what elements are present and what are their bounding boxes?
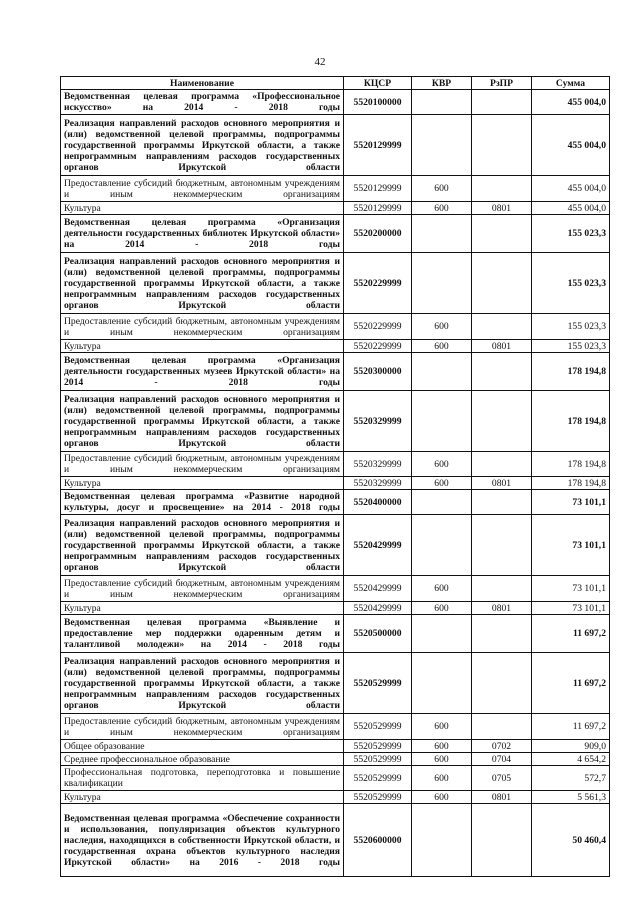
cell-kcsr: 5520229999 bbox=[344, 314, 412, 340]
cell-kcsr: 5520429999 bbox=[344, 515, 412, 576]
cell-name: Реализация направлений расходов основного мероприятия и (или) ведомственной целевой программы, подпрограммы государственной программы Иркутской области, а также непрограммным направлениям расходов государственных органов Иркутской области bbox=[61, 115, 344, 176]
cell-kvr bbox=[412, 391, 472, 452]
cell-sum: 11 697,2 bbox=[532, 653, 610, 714]
table-row bbox=[61, 340, 610, 353]
cell-kcsr: 5520200000 bbox=[344, 215, 412, 253]
cell-sum: 5 561,3 bbox=[532, 791, 610, 804]
cell-kcsr: 5520300000 bbox=[344, 353, 412, 391]
cell-kcsr: 5520529999 bbox=[344, 653, 412, 714]
cell-rzpr bbox=[472, 90, 532, 115]
cell-rzpr: 0705 bbox=[472, 766, 532, 791]
cell-kvr: 600 bbox=[412, 340, 472, 353]
cell-sum: 178 194,8 bbox=[532, 452, 610, 477]
cell-kcsr: 5520329999 bbox=[344, 477, 412, 490]
cell-kvr bbox=[412, 115, 472, 176]
cell-sum: 155 023,3 bbox=[532, 340, 610, 353]
table-row bbox=[61, 477, 610, 490]
cell-rzpr bbox=[472, 391, 532, 452]
cell-kcsr: 5520329999 bbox=[344, 452, 412, 477]
cell-sum: 178 194,8 bbox=[532, 353, 610, 391]
cell-kcsr: 5520229999 bbox=[344, 253, 412, 314]
cell-kvr bbox=[412, 253, 472, 314]
cell-kvr: 600 bbox=[412, 791, 472, 804]
cell-kvr: 600 bbox=[412, 753, 472, 766]
cell-name: Реализация направлений расходов основного мероприятия и (или) ведомственной целевой программы, подпрограммы государственной программы Иркутской области, а также непрограммным направлениям расходов государственных органов Иркутской области bbox=[61, 515, 344, 576]
cell-kcsr: 5520429999 bbox=[344, 602, 412, 615]
table-body bbox=[61, 90, 610, 877]
cell-kvr: 600 bbox=[412, 452, 472, 477]
cell-name: Предоставление субсидий бюджетным, автономным учреждениям и иным некоммерческим организациям bbox=[61, 452, 344, 477]
table-row bbox=[61, 804, 610, 877]
cell-kvr bbox=[412, 490, 472, 515]
cell-name: Профессиональная подготовка, переподготовка и повышение квалификации bbox=[61, 766, 344, 791]
cell-kvr bbox=[412, 615, 472, 653]
cell-sum: 155 023,3 bbox=[532, 314, 610, 340]
cell-kcsr: 5520400000 bbox=[344, 490, 412, 515]
table-row bbox=[61, 653, 610, 714]
cell-name: Предоставление субсидий бюджетным, автономным учреждениям и иным некоммерческим организациям bbox=[61, 714, 344, 740]
cell-name: Предоставление субсидий бюджетным, автономным учреждениям и иным некоммерческим организациям bbox=[61, 314, 344, 340]
table-row bbox=[61, 791, 610, 804]
cell-kvr bbox=[412, 353, 472, 391]
table-row bbox=[61, 353, 610, 391]
cell-rzpr bbox=[472, 653, 532, 714]
cell-name: Культура bbox=[61, 477, 344, 490]
cell-kcsr: 5520129999 bbox=[344, 115, 412, 176]
cell-kvr bbox=[412, 90, 472, 115]
cell-kcsr: 5520529999 bbox=[344, 740, 412, 753]
cell-name: Реализация направлений расходов основного мероприятия и (или) ведомственной целевой программы, подпрограммы государственной программы Иркутской области, а также непрограммным направлениям расходов государственных органов Иркутской области bbox=[61, 653, 344, 714]
cell-kcsr: 5520500000 bbox=[344, 615, 412, 653]
cell-sum: 11 697,2 bbox=[532, 615, 610, 653]
cell-sum: 178 194,8 bbox=[532, 477, 610, 490]
cell-kcsr: 5520529999 bbox=[344, 714, 412, 740]
cell-rzpr: 0704 bbox=[472, 753, 532, 766]
cell-rzpr bbox=[472, 115, 532, 176]
cell-sum: 11 697,2 bbox=[532, 714, 610, 740]
table-row bbox=[61, 740, 610, 753]
header-kvr: КВР bbox=[412, 77, 472, 90]
cell-kvr: 600 bbox=[412, 314, 472, 340]
cell-rzpr: 0801 bbox=[472, 791, 532, 804]
cell-kcsr: 5520329999 bbox=[344, 391, 412, 452]
cell-kcsr: 5520100000 bbox=[344, 90, 412, 115]
cell-kvr bbox=[412, 215, 472, 253]
table-row bbox=[61, 766, 610, 791]
cell-sum: 4 654,2 bbox=[532, 753, 610, 766]
cell-rzpr: 0801 bbox=[472, 202, 532, 215]
cell-name: Реализация направлений расходов основного мероприятия и (или) ведомственной целевой программы, подпрограммы государственной программы Иркутской области, а также непрограммным направлениям расходов государственных органов Иркутской области bbox=[61, 253, 344, 314]
cell-kvr bbox=[412, 804, 472, 877]
cell-rzpr bbox=[472, 215, 532, 253]
cell-rzpr bbox=[472, 714, 532, 740]
cell-sum: 155 023,3 bbox=[532, 215, 610, 253]
cell-kcsr: 5520429999 bbox=[344, 576, 412, 602]
cell-kvr: 600 bbox=[412, 740, 472, 753]
cell-name: Культура bbox=[61, 602, 344, 615]
cell-rzpr bbox=[472, 176, 532, 202]
table-row bbox=[61, 615, 610, 653]
cell-rzpr bbox=[472, 353, 532, 391]
cell-kcsr: 5520129999 bbox=[344, 176, 412, 202]
cell-sum: 73 101,1 bbox=[532, 515, 610, 576]
cell-kvr: 600 bbox=[412, 477, 472, 490]
cell-kvr: 600 bbox=[412, 176, 472, 202]
cell-rzpr bbox=[472, 314, 532, 340]
cell-kcsr: 5520529999 bbox=[344, 791, 412, 804]
header-sum: Сумма bbox=[532, 77, 610, 90]
cell-kvr: 600 bbox=[412, 602, 472, 615]
cell-kcsr: 5520529999 bbox=[344, 766, 412, 791]
table-row bbox=[61, 176, 610, 202]
cell-name: Ведомственная целевая программа «Выявление и предоставление мер поддержки одаренным детям и талантливой молодежи» на 2014 - 2018 годы bbox=[61, 615, 344, 653]
table-row bbox=[61, 714, 610, 740]
cell-rzpr bbox=[472, 615, 532, 653]
cell-sum: 155 023,3 bbox=[532, 253, 610, 314]
cell-sum: 73 101,1 bbox=[532, 576, 610, 602]
header-rzpr: РзПР bbox=[472, 77, 532, 90]
cell-rzpr: 0801 bbox=[472, 602, 532, 615]
table-row bbox=[61, 490, 610, 515]
cell-name: Культура bbox=[61, 340, 344, 353]
cell-sum: 455 004,0 bbox=[532, 176, 610, 202]
cell-rzpr bbox=[472, 253, 532, 314]
cell-name: Предоставление субсидий бюджетным, автономным учреждениям и иным некоммерческим организациям bbox=[61, 176, 344, 202]
cell-rzpr bbox=[472, 576, 532, 602]
cell-sum: 50 460,4 bbox=[532, 804, 610, 877]
cell-sum: 178 194,8 bbox=[532, 391, 610, 452]
cell-sum: 455 004,0 bbox=[532, 202, 610, 215]
budget-table bbox=[60, 76, 610, 877]
table-row bbox=[61, 314, 610, 340]
cell-kvr: 600 bbox=[412, 714, 472, 740]
cell-kvr: 600 bbox=[412, 202, 472, 215]
cell-name: Ведомственная целевая программа «Развитие народной культуры, досуг и просвещение» на 2014 - 2018 годы bbox=[61, 490, 344, 515]
cell-name: Ведомственная целевая программа «Обеспечение сохранности и использования, популяризация объектов культурного наследия, находящихся в собственности Иркутской области, и государственная охрана объектов культурного наследия Иркутской области» на 2016 - 2018 годы bbox=[61, 804, 344, 877]
cell-name: Ведомственная целевая программа «Профессиональное искусство» на 2014 - 2018 годы bbox=[61, 90, 344, 115]
cell-name: Общее образование bbox=[61, 740, 344, 753]
table-row bbox=[61, 753, 610, 766]
table-row bbox=[61, 452, 610, 477]
table-row bbox=[61, 515, 610, 576]
cell-kcsr: 5520229999 bbox=[344, 340, 412, 353]
table-row bbox=[61, 602, 610, 615]
cell-sum: 572,7 bbox=[532, 766, 610, 791]
cell-rzpr: 0801 bbox=[472, 340, 532, 353]
cell-kcsr: 5520129999 bbox=[344, 202, 412, 215]
table-row bbox=[61, 253, 610, 314]
cell-kvr bbox=[412, 653, 472, 714]
header-kcsr: КЦСР bbox=[344, 77, 412, 90]
cell-rzpr bbox=[472, 490, 532, 515]
table-row bbox=[61, 115, 610, 176]
cell-rzpr bbox=[472, 515, 532, 576]
cell-name: Ведомственная целевая программа «Организация деятельности государственных библиотек Иркутской области» на 2014 - 2018 годы bbox=[61, 215, 344, 253]
cell-rzpr bbox=[472, 452, 532, 477]
cell-name: Среднее профессиональное образование bbox=[61, 753, 344, 766]
table-row bbox=[61, 202, 610, 215]
table-row bbox=[61, 90, 610, 115]
cell-kvr: 600 bbox=[412, 766, 472, 791]
table-header-row bbox=[61, 77, 610, 90]
table-row bbox=[61, 391, 610, 452]
cell-rzpr: 0702 bbox=[472, 740, 532, 753]
cell-kcsr: 5520600000 bbox=[344, 804, 412, 877]
cell-sum: 909,0 bbox=[532, 740, 610, 753]
cell-name: Культура bbox=[61, 791, 344, 804]
cell-sum: 73 101,1 bbox=[532, 602, 610, 615]
cell-name: Реализация направлений расходов основного мероприятия и (или) ведомственной целевой программы, подпрограммы государственной программы Иркутской области, а также непрограммным направлениям расходов государственных органов Иркутской области bbox=[61, 391, 344, 452]
cell-kcsr: 5520529999 bbox=[344, 753, 412, 766]
cell-name: Предоставление субсидий бюджетным, автономным учреждениям и иным некоммерческим организациям bbox=[61, 576, 344, 602]
cell-sum: 455 004,0 bbox=[532, 115, 610, 176]
table-row bbox=[61, 215, 610, 253]
cell-name: Культура bbox=[61, 202, 344, 215]
header-name: Наименование bbox=[61, 77, 344, 90]
cell-sum: 455 004,0 bbox=[532, 90, 610, 115]
cell-kvr: 600 bbox=[412, 576, 472, 602]
cell-kvr bbox=[412, 515, 472, 576]
cell-rzpr: 0801 bbox=[472, 477, 532, 490]
page-number: 42 bbox=[314, 56, 326, 68]
table-row bbox=[61, 576, 610, 602]
cell-rzpr bbox=[472, 804, 532, 877]
cell-name: Ведомственная целевая программа «Организация деятельности государственных музеев Иркутской области» на 2014 - 2018 годы bbox=[61, 353, 344, 391]
cell-sum: 73 101,1 bbox=[532, 490, 610, 515]
